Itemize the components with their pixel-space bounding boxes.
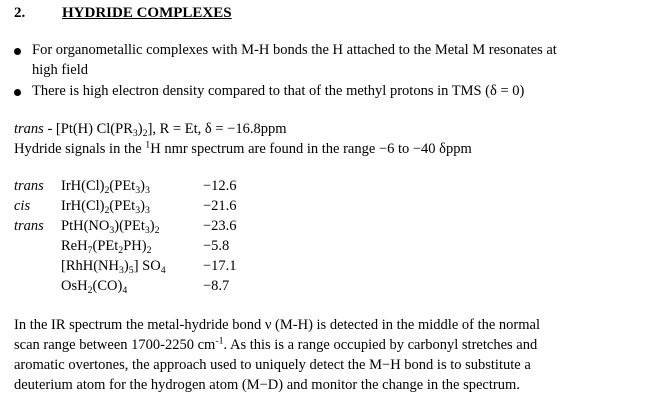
section-number: 2. <box>14 5 26 21</box>
bullet-1-line-2: high field <box>32 62 88 78</box>
table-row-shift-value: −23.6 <box>203 218 237 234</box>
table-row-shift-value: −17.1 <box>203 258 237 274</box>
table-row-shift-value: −12.6 <box>203 178 237 194</box>
table-row-shift-value: −5.8 <box>203 238 230 254</box>
section-title: HYDRIDE COMPLEXES <box>62 5 232 21</box>
table-row-formula: $[RhH(NH_3)_5]$ $SO_4$ <box>61 258 166 276</box>
table-row-shift-value: −8.7 <box>203 278 230 294</box>
example-line: trans - [Pt(H) $Cl(PR_3)_2$], R = Et, δ = −16.8ppm <box>14 121 287 139</box>
table-row-formula: $OsH_2(CO)_4$ <box>61 278 128 296</box>
bullet-icon <box>14 48 21 55</box>
ir-paragraph-line-2: scan range between 1700-2250 $cm^{-1}$. As this is a range occupied by carbonyl stretches and <box>14 335 538 353</box>
table-row-prefix: cis <box>14 198 31 214</box>
example-prefix: trans <box>14 121 44 137</box>
table-row-formula: $ReH_7(PEt_2PH)_2$ <box>61 238 152 256</box>
table-row-formula: $IrH(Cl)_2(PEt_3)_3$ <box>61 178 150 196</box>
bullet-2-text: There is high electron density compared to that of the methyl protons in TMS (δ = 0) <box>32 83 525 99</box>
bullet-icon <box>14 89 21 96</box>
table-row-prefix: trans <box>14 178 44 194</box>
ir-paragraph-line-3: aromatic overtones, the approach used to uniquely detect the M−H bond is to substitute a <box>14 357 531 373</box>
table-row-formula: $IrH(Cl)_2(PEt_3)_3$ <box>61 198 150 216</box>
bullet-1-line-1: For organometallic complexes with M-H bonds the H attached to the Metal M resonates at <box>32 42 557 58</box>
hydride-range-line: Hydride signals in the $^1$H nmr spectrum are found in the range −6 to −40 δppm <box>14 139 472 157</box>
table-row-shift-value: −21.6 <box>203 198 237 214</box>
ir-paragraph-line-1: In the IR spectrum the metal-hydride bond ν (M-H) is detected in the middle of the normal <box>14 317 540 333</box>
table-row-prefix: trans <box>14 218 44 234</box>
table-row-formula: $PtH(NO_3)(PEt_3)_2$ <box>61 218 160 236</box>
ir-paragraph-line-4: deuterium atom for the hydrogen atom (M−D) and monitor the change in the spectrum. <box>14 377 520 393</box>
